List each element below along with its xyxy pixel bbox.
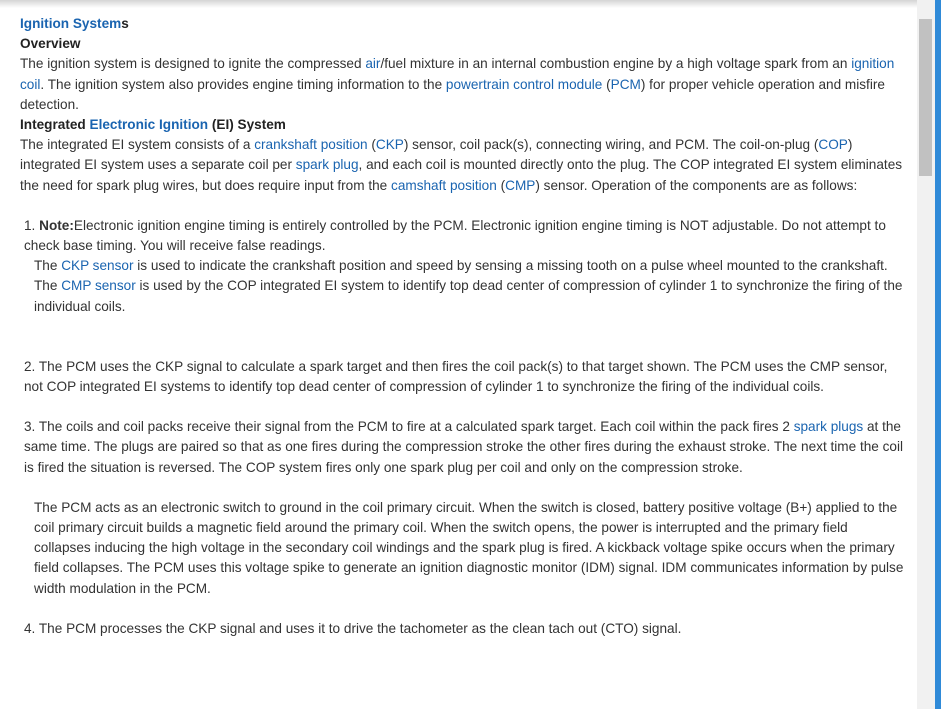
text-run: The <box>34 258 62 274</box>
text-run: ( <box>496 177 506 193</box>
text-run: The ignition system is designed to ignite the compressed <box>20 56 366 72</box>
spacer <box>20 478 906 498</box>
link-spark-plugs[interactable]: spark plugs <box>793 419 864 435</box>
overview-heading: Overview <box>20 36 81 52</box>
ei-heading <box>20 115 906 135</box>
link-powertrain-control-module[interactable]: powertrain control module <box>445 76 603 92</box>
link-camshaft-position[interactable]: camshaft position <box>391 177 497 193</box>
text-run: ( <box>602 76 611 92</box>
article-content <box>20 14 906 639</box>
link-ckp[interactable]: CKP <box>375 137 404 153</box>
overview-paragraph <box>20 54 906 115</box>
page-title-main: Ignition System <box>20 16 122 31</box>
text-run: , and each coil is mounted directly onto the plug. The COP integrated EI system eliminates the need for spark plug wires, but does require input from the <box>20 157 903 193</box>
list-number: 2. <box>24 358 39 374</box>
link-ignition-coil[interactable]: ignition coil <box>20 56 895 92</box>
list-text: The PCM processes the CKP signal and uses it to drive the tachometer as the clean tach out (CTO) signal. <box>38 620 682 636</box>
window-edge-bar <box>935 0 941 709</box>
list-item-3 <box>20 417 906 478</box>
list-item-4 <box>20 619 906 639</box>
text-run: /fuel mixture in an internal combustion engine by a high voltage spark from an <box>380 56 852 72</box>
list-item-1-detail <box>20 256 906 317</box>
text-run: Integrated <box>20 117 90 133</box>
list-number: 4. <box>24 620 39 636</box>
text-run: is used to indicate the crankshaft position and speed by sensing a missing tooth on a pulse wheel mounted to the crankshaft. The <box>34 258 888 294</box>
scrollbar-thumb[interactable] <box>919 19 932 176</box>
text-run: The integrated EI system consists of a <box>20 137 255 153</box>
link-electronic-ignition[interactable]: Electronic Ignition <box>89 117 209 133</box>
link-spark-plug[interactable]: spark plug <box>295 157 359 173</box>
list-text: The PCM uses the CKP signal to calculate a spark target and then fires the coil pack(s) to that target shown. The PCM uses the CMP sensor, not COP integrated EI systems to identify top dead center of compression of cylinder 1 to synchronize the firing of the individual coils. <box>24 358 888 395</box>
text-run: is used by the COP integrated EI system to identify top dead center of compression of cylinder 1 to synchronize the firing of the individual coils. <box>34 278 903 314</box>
text-run: ( <box>367 137 376 153</box>
note-text: Electronic ignition engine timing is entirely controlled by the PCM. Electronic ignition engine timing is NOT adjustable. Do not attempt to check base timing. You will receive false readings. <box>24 217 886 254</box>
text-run: ) sensor, coil pack(s), connecting wiring, and PCM. The coil-on-plug ( <box>403 137 819 153</box>
list-text: The coils and coil packs receive their signal from the PCM to fire at a calculated spark target. Each coil within the pack fires 2 <box>38 419 794 435</box>
ei-paragraph <box>20 135 906 196</box>
text-run: ) sensor. Operation of the components are as follows: <box>535 177 858 193</box>
text-run: (EI) System <box>208 117 286 133</box>
list-item-2 <box>20 357 906 397</box>
link-air[interactable]: air <box>365 56 381 72</box>
spacer <box>20 317 906 357</box>
link-ckp-sensor[interactable]: CKP sensor <box>61 258 134 274</box>
link-crankshaft-position[interactable]: crankshaft position <box>254 137 368 153</box>
note-label: Note: <box>39 217 74 233</box>
list-item-1 <box>20 216 906 256</box>
text-run: ) for proper vehicle operation and misfire detection. <box>20 76 885 112</box>
link-cop[interactable]: COP <box>818 137 848 153</box>
text-run: ) integrated EI system uses a separate coil per <box>20 137 853 173</box>
spacer <box>20 599 906 619</box>
link-cmp-sensor[interactable]: CMP sensor <box>61 278 136 294</box>
pcm-switch-paragraph: The PCM acts as an electronic switch to ground in the coil primary circuit. When the switch is closed, battery positive voltage (B+) applied to the coil primary circuit builds a magnetic field around the primary coil. When the switch opens, the power is interrupted and the primary field collapses inducing the high voltage in the secondary coil windings and the spark plug is fired. A kickback voltage spike occurs when the primary field collapses. The PCM uses this voltage spike to generate an ignition diagnostic monitor (IDM) signal. IDM communicates information by pulse width modulation in the PCM. <box>34 499 904 596</box>
link-cmp[interactable]: CMP <box>505 177 536 193</box>
top-shadow <box>0 0 917 8</box>
list-number: 3. <box>24 419 39 435</box>
text-run: . The ignition system also provides engine timing information to the <box>40 76 446 92</box>
spacer <box>20 397 906 417</box>
spacer <box>20 196 906 216</box>
page-title <box>20 14 906 34</box>
page-title-tail: s <box>121 16 129 31</box>
list-text: at the same time. The plugs are paired so that as one fires during the compression stroke the other fires during the exhaust stroke. The next time the coil is fired the situation is reversed. The COP system fires only one spark plug per coil and only on the compression stroke. <box>24 419 904 475</box>
link-pcm[interactable]: PCM <box>610 76 641 92</box>
list-number: 1. <box>24 217 40 233</box>
